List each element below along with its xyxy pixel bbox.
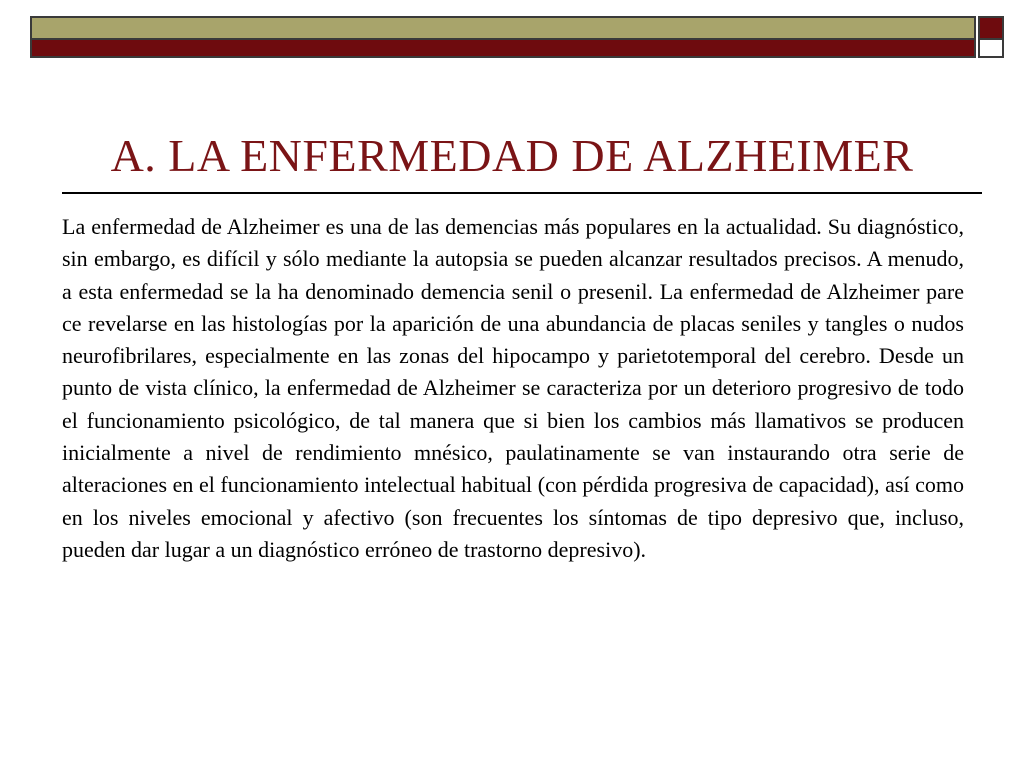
- header-banner: [30, 16, 1006, 58]
- title-divider: [62, 192, 982, 194]
- banner-maroon-bar: [30, 40, 976, 58]
- banner-white-square: [978, 40, 1004, 58]
- slide-body-text: La enfermedad de Alzheimer es una de las demencias más populares en la actualidad. Su diagnóstico, sin embargo, es difícil y sólo mediante la autopsia se pueden alcanzar resultados precisos. A menudo, a esta enfermedad se la ha denominado demencia senil o presenil. La enfermedad de Alzheimer pare ce revelarse en las histologías por la aparición de una abundancia de placas seniles y tangles o nudos neurofibrilares, especialmente en las zonas del hipocampo y parietotemporal del cerebro. Desde un punto de vista clínico, la enfermedad de Alzheimer se caracteriza por un deterioro progresivo de todo el funcionamiento psicológico, de tal manera que si bien los cambios más llamativos se producen inicialmente a nivel de rendimiento mnésico, paulatinamente se van instaurando otra serie de alteraciones en el funcionamiento intelectual habitual (con pérdida progresiva de capacidad), así como en los niveles emocional y afectivo (son frecuentes los síntomas de tipo depresivo que, incluso, pueden dar lugar a un diagnóstico erróneo de trastorno depresivo).: [62, 214, 964, 562]
- banner-maroon-square: [978, 16, 1004, 40]
- banner-olive-bar: [30, 16, 976, 40]
- slide-title: A. LA ENFERMEDAD DE ALZHEIMER: [110, 130, 914, 181]
